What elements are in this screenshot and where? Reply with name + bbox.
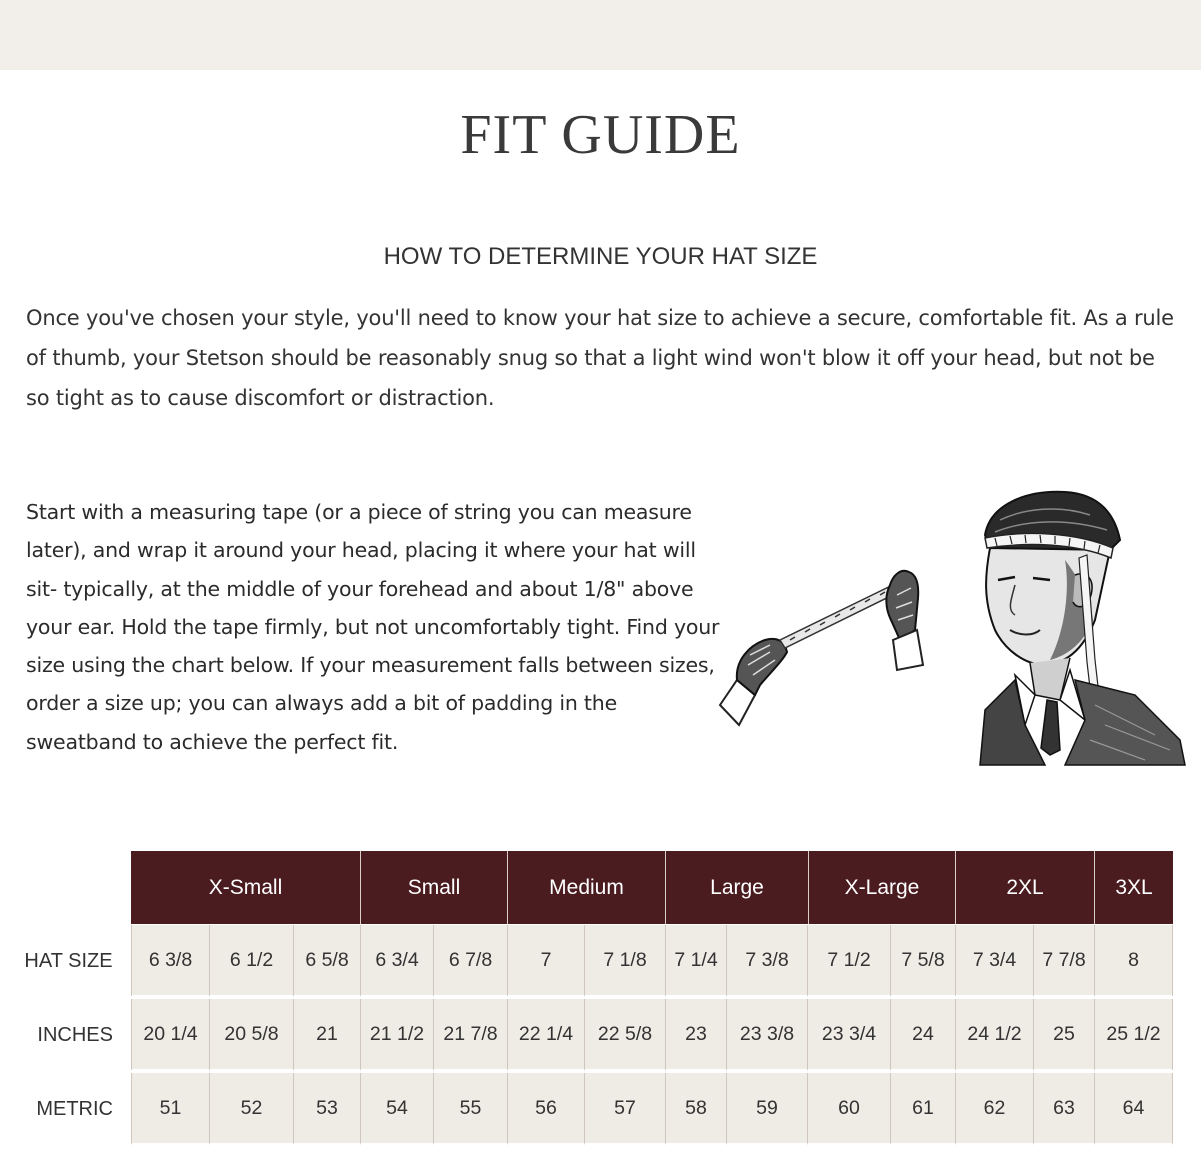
- metric-cell: 53: [294, 1073, 361, 1145]
- inches-cell: 25: [1034, 999, 1095, 1071]
- metric-cell: 62: [956, 1073, 1034, 1145]
- metric-cell: 55: [434, 1073, 508, 1145]
- metric-cell: 59: [727, 1073, 808, 1145]
- metric-cell: 57: [585, 1073, 666, 1145]
- intro-paragraph: Once you've chosen your style, you'll need to know your hat size to achieve a secure, comfortable fit. As a rule of thumb, your Stetson should be reasonably snug so that a light wind won't blow it off your head, but not be so tight as to cause discomfort or distraction.: [26, 306, 1174, 410]
- hat-size-cell: 7 1/2: [808, 925, 891, 997]
- inches-cell: 20 5/8: [210, 999, 294, 1071]
- section-heading: HOW TO DETERMINE YOUR HAT SIZE: [383, 243, 818, 270]
- measuring-illustration: [715, 480, 1195, 770]
- hat-size-cell: 7 3/4: [956, 925, 1034, 997]
- page-title: FIT GUIDE: [460, 104, 741, 166]
- size-group-medium: Medium: [508, 851, 666, 924]
- inches-cell: 23 3/4: [808, 999, 891, 1071]
- size-chart-header: [131, 851, 1173, 924]
- metric-cell: 64: [1095, 1073, 1173, 1145]
- inches-cell: 22 1/4: [508, 999, 585, 1071]
- row-label-hat-size: HAT SIZE: [24, 949, 113, 972]
- top-header-band: [0, 0, 1201, 70]
- hat-size-cell: 6 3/4: [361, 925, 434, 997]
- size-group-2xl: 2XL: [956, 851, 1095, 924]
- hat-size-cell: 8: [1095, 925, 1173, 997]
- hat-size-cell: 6 3/8: [131, 925, 210, 997]
- size-group-x-large: X-Large: [809, 851, 956, 924]
- man-head-measuring-icon: [980, 492, 1185, 765]
- metric-cell: 58: [666, 1073, 727, 1145]
- row-label-metric: METRIC: [36, 1097, 113, 1120]
- hat-size-cell: 6 5/8: [294, 925, 361, 997]
- metric-cell: 54: [361, 1073, 434, 1145]
- metric-cell: 61: [891, 1073, 956, 1145]
- size-group-small: Small: [361, 851, 508, 924]
- metric-cell: 52: [210, 1073, 294, 1145]
- metric-cell: 60: [808, 1073, 891, 1145]
- inches-cell: 23: [666, 999, 727, 1071]
- metric-cell: 51: [131, 1073, 210, 1145]
- row-label-inches: INCHES: [37, 1023, 113, 1046]
- inches-cell: 25 1/2: [1095, 999, 1173, 1071]
- size-group-3xl: 3XL: [1115, 875, 1153, 899]
- hat-size-cell: 7 5/8: [891, 925, 956, 997]
- hat-size-cell: 6 1/2: [210, 925, 294, 997]
- instructions-paragraph: Start with a measuring tape (or a piece of string you can measure later), and wrap it around your head, placing it where your hat will sit- typically, at the middle of your forehead and about 1/8" above your ear. Hold the tape firmly, but not uncomfortably tight. Find your size using the chart below. If your measurement falls between sizes, order a size up; you can always add a bit of padding in the sweatband to achieve the perfect fit.: [26, 500, 720, 754]
- inches-cell: 21 7/8: [434, 999, 508, 1071]
- size-group-large: Large: [666, 851, 809, 924]
- inches-cell: 24 1/2: [956, 999, 1034, 1071]
- metric-cell: 56: [508, 1073, 585, 1145]
- size-group-x-small: X-Small: [131, 851, 361, 924]
- hat-size-cell: 6 7/8: [434, 925, 508, 997]
- hat-size-cell: 7 1/4: [666, 925, 727, 997]
- hat-size-cell: 7 1/8: [585, 925, 666, 997]
- hat-size-cell: 7: [508, 925, 585, 997]
- inches-cell: 23 3/8: [727, 999, 808, 1071]
- inches-cell: 20 1/4: [131, 999, 210, 1071]
- hat-size-cell: 7 7/8: [1034, 925, 1095, 997]
- inches-cell: 21: [294, 999, 361, 1071]
- metric-cell: 63: [1034, 1073, 1095, 1145]
- inches-cell: 21 1/2: [361, 999, 434, 1071]
- inches-cell: 24: [891, 999, 956, 1071]
- inches-cell: 22 5/8: [585, 999, 666, 1071]
- hat-size-cell: 7 3/8: [727, 925, 808, 997]
- hands-measuring-tape-icon: [720, 571, 923, 725]
